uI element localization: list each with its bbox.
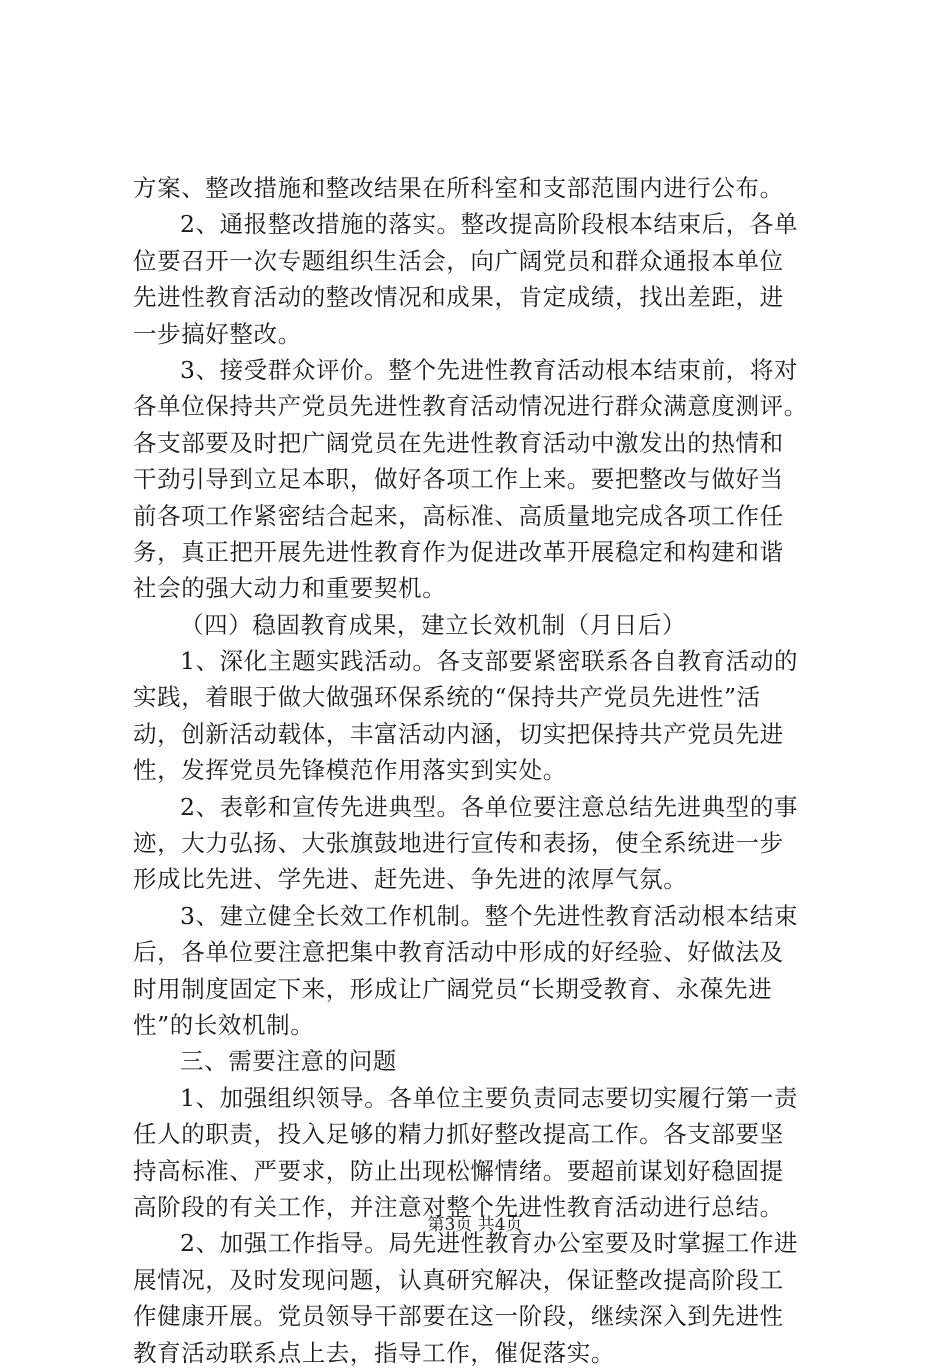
paragraph-start-line: 1、深化主题实践活动。各支部要紧密联系各自教育活动的 (180, 647, 799, 676)
text-line: 前各项工作紧密结合起来，高标准、高质量地完成各项工作任 (133, 501, 784, 530)
text-line: 各支部要及时把广阔党员在先进性教育活动中激发出的热情和 (133, 428, 784, 457)
text-line: 社会的强大动力和重要契机。 (133, 574, 447, 603)
text-line: 持高标准、严要求，防止出现松懈情绪。要超前谋划好稳固提 (133, 1156, 784, 1185)
text-line: 形成比先进、学先进、赶先进、争先进的浓厚气氛。 (133, 865, 688, 894)
text-line: 后，各单位要注意把集中教育活动中形成的好经验、好做法及 (133, 938, 784, 967)
text-line: 性”的长效机制。 (133, 1010, 315, 1039)
paragraph-start-line: 2、加强工作指导。局先进性教育办公室要及时掌握工作进 (180, 1229, 799, 1258)
paragraph-start-line: 3、建立健全长效工作机制。整个先进性教育活动根本结束 (180, 901, 799, 930)
text-line: 各单位保持共产党员先进性教育活动情况进行群众满意度测评。 (133, 392, 808, 421)
text-line: 展情况，及时发现问题，认真研究解决，保证整改提高阶段工 (133, 1265, 784, 1294)
text-line: 一步搞好整改。 (133, 319, 302, 348)
paragraph-start-line: 2、表彰和宣传先进典型。各单位要注意总结先进典型的事 (180, 792, 799, 821)
text-line: 动，创新活动载体，丰富活动内涵，切实把保持共产党员先进 (133, 719, 784, 748)
text-line: 务，真正把开展先进性教育作为促进改革开展稳定和构建和谐 (133, 537, 784, 566)
paragraph-start-line: 1、加强组织领导。各单位主要负责同志要切实履行第一责 (180, 1083, 799, 1112)
text-line: 高阶段的有关工作，并注意对整个先进性教育活动进行总结。 (133, 1192, 784, 1221)
text-line: 干劲引导到立足本职，做好各项工作上来。要把整改与做好当 (133, 465, 784, 494)
text-line: 方案、整改措施和整改结果在所科室和支部范围内进行公布。 (133, 174, 784, 202)
text-line: 迹，大力弘扬、大张旗鼓地进行宣传和表扬，使全系统进一步 (133, 829, 784, 858)
text-line: 位要召开一次专题组织生活会，向广阔党员和群众通报本单位 (133, 246, 784, 275)
page-number-footer: 第3页 共4页 (427, 1215, 523, 1235)
text-line: 时用制度固定下来，形成让广阔党员“长期受教育、永葆先进 (133, 974, 773, 1003)
text-line: 先进性教育活动的整改情况和成果，肯定成绩，找出差距，进 (133, 283, 784, 312)
document-body (133, 170, 833, 1371)
paragraph-start-line: 2、通报整改措施的落实。整改提高阶段根本结束后，各单 (180, 210, 799, 239)
section-heading: 三、需要注意的问题 (180, 1047, 397, 1076)
text-line: 教育活动联系点上去，指导工作，催促落实。 (133, 1338, 615, 1367)
section-heading: （四）稳固教育成果，建立长效机制（月日后） (180, 610, 687, 639)
text-line: 性，发挥党员先锋模范作用落实到实处。 (133, 756, 567, 785)
text-line: 任人的职责，投入足够的精力抓好整改提高工作。各支部要坚 (133, 1120, 784, 1149)
text-line: 作健康开展。党员领导干部要在这一阶段，继续深入到先进性 (133, 1302, 784, 1331)
paragraph-start-line: 3、接受群众评价。整个先进性教育活动根本结束前，将对 (180, 355, 799, 384)
text-line: 实践，着眼于做大做强环保系统的“保持共产党员先进性”活 (133, 683, 761, 712)
